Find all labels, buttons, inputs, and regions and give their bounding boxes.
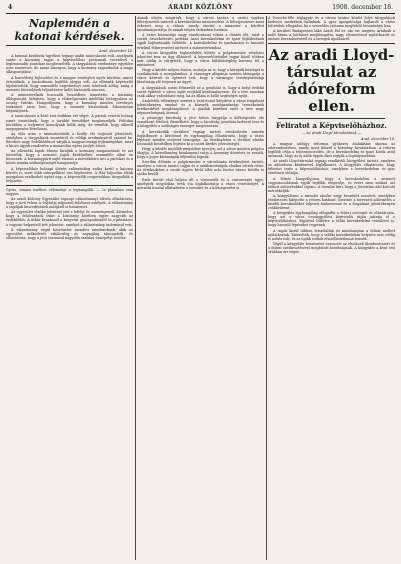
paragraph: A város közönsége nagy várakozással tekint a döntés elé, mert a vasúti összeköttetés javítása Arad kereskedelmi és ipari fejlődésének egyik legfontosabb feltétele. A kereskedelmi és iparkamara is hasonló értelmű felterjesztést intézett a minisztériumhoz. [137, 33, 264, 50]
paragraph: A Drasche-féle téglagyár és a városi tanács között folyó tárgyalások kedvező mederben haladnak. A gyár igazgatósága hajlandó a város feltételeit elfogadni, ha a szerződés tartama megfelelő hosszúságú lesz. [268, 16, 395, 29]
paragraph: Az ülés után a miniszterelnök a király elé terjeszti jelentését, amelyben a tárgyalások menetéről és eddigi eredményéről számol be. Bécsben nagy érdeklődéssel várják a magyarországi fejleményeket, mert a közös ügyek rendezése a monarchia egész jövőjét érinti. [6, 131, 133, 148]
paragraph: Az aradi Lloyd-társulat tegnap rendkívüli közgyűlést tartott, amelyen az adóreform kérdésével foglalkozott. A közgyűlés elhatározta, hogy feliratot intéz a képviselőházhoz, amelyben a kereskedelem és ipar sérelmeit előadja. [268, 159, 395, 176]
paragraph: A képviselőház holnapi ülésén valószínűleg szóba kerül a katonai kérdés is, mert több interpelláció van bejelentve. A Ház folyosóin élénk mozgalom uralkodott egész nap, a képviselők csoportokban tárgyalták a helyzetet. [6, 166, 133, 183]
article-dateline: Arad, december 18. [361, 136, 395, 141]
paragraph: Annak idején megírtuk, hogy a városi tanács a vasúti ügyben felterjesztést intézett a kereskedelmi miniszterhez. A felterjesztésre most érkezett meg a válasz, amely szerint a miniszter a kérdést tanulmányoztatja és annak idején érdemben határoz. [137, 16, 264, 33]
paragraph: A honvédség fejlesztése és a magyar vezényleti nyelv kérdése, amint értesülünk, a tanácskozás legfőbb tárgya volt. Az ellenzék képviselői kijelentették, hogy semmiféle engedményt nem tehetnek addig, amíg a nemzeti követelések teljesítésére kellő biztosíték nincsen. [6, 75, 133, 92]
paragraph: Az ellenzéki lapok élesen bírálják a kormány magatartását és azt követelik, hogy a nemzeti jogok kérdésében semmiféle alkut ne kössenek. A kormánypárti sajtó viszont a mérsékletre inti a pártokat és a közös munka szükségességét hangoztatja. [6, 149, 133, 166]
paragraph: A választmány végül köszönetet mondott mindazoknak, akik az egyesület működését erkölcsileg és anyagilag támogatták, és elhatározta, hogy a jövő tavasszal nagyobb szabású ünnepélyt rendez. [6, 227, 133, 240]
lloyd-headline: Az aradi Lloyd-társulat az ádóreform ellen. [268, 46, 395, 116]
article-separator [6, 185, 133, 186]
paragraph: Hogy a kérdés milyen fontos, mutatja az is, hogy a környék községei is csatlakoztak a mozgalomhoz. A vármegye alispánja szintén támogatja a város kérését és ígéretet tett, hogy a vármegye törvényhatósági bizottsága elé terjeszti az ügyet. [137, 68, 264, 85]
column-rule [135, 16, 136, 560]
paragraph: A közgyűlésen a társulat elnöke nagy beszédet mondott, amelyben részletesen kifejtette a reform hatásait. Szerinte a tervezett adóemelés a kisebb kereskedőket teljesen tönkretenné és a forgalmat jelentékenyen csökkentené. [268, 193, 395, 211]
column-3 [268, 16, 395, 560]
paragraph: A városi közgyűlés legközelebbi ülésén a polgármester részletes jelentést tesz az ügy állásáról. A képviselőtestület tagjai közül többen már eddig is sürgették, hogy a város küldöttségileg keresse fel a minisztert. [137, 50, 264, 67]
paragraph: A tagok közül többen felszólaltak és mindannyian a felirat mellett nyilatkoztak. Kiemelték, hogy a vidéki kereskedelem helyzete már eddig is nehéz volt, és az újabb terhek elviselhetetlenné tennék. [268, 228, 395, 241]
paragraph: Szakértők véleménye szerint a vasútvonal kiépítése a város forgalmát jelentékenyen emelné és a környék mezőgazdasági termékeinek értékesítését megkönnyítené. A gazdák körében ezért a terv nagy népszerűségnek örvend. [137, 98, 264, 115]
paragraph: A kerületi Budapesten lakó Aradi Pál úr, aki ezt megírta Aradnak a múlt héten a kórházat meglátogatta, nagy elismeréssel nyilatkozott az intézet berendezéséről és a betegek ápolásáról. [268, 29, 395, 42]
paragraph: A katonai kérdések ügyében tegnap ujabb tanácskozás volt, amelynek során a kormány tagjai a képviselőház pártjainak vezetőivel a legfontosabb pontokat megbeszélték. A tárgyalások eredménye egyelőre nem ismeretes, de annyi bizonyos, hogy a kormány ragaszkodik a maga álláspontjához. [6, 54, 133, 75]
paragraph: A felirat hangsúlyozza, hogy a kereskedelem a nemzeti vagyonosodásnak egyik legfőbb tényezője, és ezért nem szabad azt túlzott adóterhekkel sújtani. A társulat kéri, hogy a jövedelmi adó kulcsát mérsékeljék. [268, 176, 395, 193]
paper-title: ARADI KÖZLÖNY [168, 4, 233, 11]
article-separator [268, 43, 395, 44]
page-number: 4 [8, 4, 13, 11]
paragraph: A miniszterelnök hosszabb beszédben ismertette a kormány álláspontját, kifejtvén, hogy a véderőjavaslat mielőbbi letárgyalása az ország érdeke. Hangsúlyozta, hogy a kormány minden törvényes eszközzel azon lesz, hogy a nemzeti kívánalmak fokozatosan teljesüljenek. [6, 93, 133, 114]
paragraph: A tárgyalások során felmerült az a gondolat is, hogy a helyi érdekű vasút építését a város saját erejéből kezdeményezze. Ez a terv azonban csak akkor valósítható meg, ha az állam is kellő segítséget nyújt. [137, 85, 264, 98]
column-2 [137, 16, 264, 560]
issue-date: 1908. december 18. [332, 4, 393, 11]
paragraph: A kereskedők testülete tegnap tartott értekezletén szintén foglalkozott a kérdéssel és egyhangúlag elhatározta, hogy a város lépéseit minden erejével támogatja. Az értekezleten a testület elnöke hosszabb beszédben fejtette ki a vasúti kérdés jelentőségét. [137, 129, 264, 146]
headline-separator [278, 118, 385, 119]
paragraph: A magyar adóügy reformja gyökeres átalakítást okozna az adórendszerben, amely most készül a kormány hivatalaiban. A reform legfőbb célja a tehermentesítés, de a kereskedelmi és ipari körök attól tartanak, hogy az új adók éppen őket sújtják a legsúlyosabban. [268, 141, 395, 158]
article-dateline: Arad, december 18. [99, 49, 133, 53]
paragraph: A tanácskozás a késő esti órákban ért véget. A pártok vezetői holnap ismét összeülnek, hogy a további teendőket megbeszéljék. Politikai körökben a helyzetet komolynak ítélik meg, de remélik, hogy sikerül megegyezést létrehozni. [6, 114, 133, 131]
second-article-body [6, 197, 133, 240]
paragraph: Hogy a kérdés mielőbb megoldást nyerjen, azt a város minden polgára óhajtja. A közvélemény bizalommal várja a kormány döntését és reméli, hogy a jogos kívánságok teljesülni fognak. [137, 146, 264, 159]
column-rule [266, 16, 267, 560]
second-article-lead: Gyors, semmi esetben véleményt a legbuzgóbb. — te plasuban sem nagyon [6, 187, 133, 196]
paragraph: Ezek között első helyen áll a vízvezeték és a csatornázás ügye, amelynek megoldása évek óta foglalkoztatja a város vezetőségét. A mérnöki hivatal elkészítette a terveket és a költségvetést is. [137, 177, 264, 190]
news-items [268, 16, 395, 41]
paragraph: Az aradi Kölcsey Egyesület tegnapi választmányi ülésén elhatározta, hogy a jövő évben is folytatja népszerű felolvasó estélyeit. A választmány a tagdíjak beszedésének módjáról is határozott. [6, 197, 133, 210]
paragraph: A közgyűlés egyhangúlag elfogadta a felirat szövegét és elhatározta, hogy azt a város országgyűlési képviselői útján juttatja el a képviselőházhoz. Egyúttal felkérte a többi kereskedelmi testületet is, hogy hasonló lépéseket tegyenek. [268, 211, 395, 228]
article-headline: Naplemdén a katonai kérdések. [6, 17, 133, 46]
paragraph: A pénzügyi bizottság a jövő héten tárgyalja a költségvetés ide vonatkozó tételeit. Remélhető, hogy a bizottság javaslata kedvező lesz és a közgyűlés a szükséges összeget megszavazza. [137, 116, 264, 129]
article-body [6, 54, 133, 183]
lloyd-subheadline: Feliratot a Képviselőházhoz. [276, 121, 387, 131]
column-1 [6, 16, 133, 560]
paragraph: Az egyesület elnöke jelentést tett a lefolyt év eseményeiről, kiemelve, hogy a felolvasások iránt a közönség körében egyre nagyobb az érdeklődés. A titkár beszámolt a könyvtár gyarapodásáról és a pénztáros a vagyoni helyzetről tett jelentést, amelyet a választmány tudomásul vett. [6, 210, 133, 227]
masthead [6, 3, 395, 14]
article-body [137, 16, 264, 190]
lloyd-subnote: — Az aradi Lloyd társulatának — [301, 131, 362, 136]
article-body [268, 142, 395, 254]
paragraph: Szerdán délután a polgármester a városházán értekezletet tartott, amelyen a városi tanács tagjai és a szakbizottságok elnökei vettek részt. Az értekezleten a vasúti ügyön kívül több más fontos városi kérdés is szóba került. [137, 160, 264, 177]
paragraph: Végül a közgyűlés köszönetet szavazott az elnöknek fáradozásaiért és a felirat szerkesztésével megbízott bizottságnak. A közgyűlés a késő esti órákban ért véget. [268, 241, 395, 255]
